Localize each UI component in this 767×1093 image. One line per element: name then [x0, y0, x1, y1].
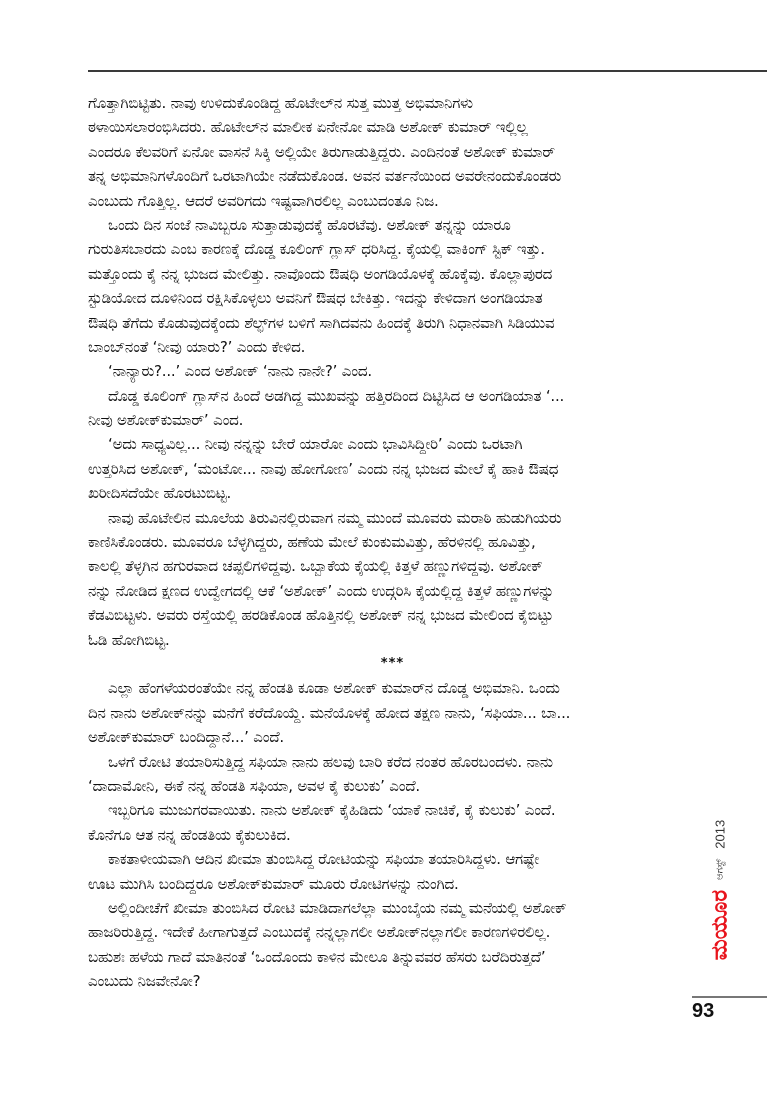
text-line: ಕೆಡವಿಬಿಟ್ಟಳು. ಅವರು ರಸ್ತೆಯಲ್ಲಿ ಹರಡಿಕೊಂಡ ಹೊತ್ತಿನಲ್ಲಿ ಅಶೋಕ್ ನನ್ನ ಭುಜದ ಮೇಲಿಂದ ಕೈಬಿಟ್ಟು	[88, 606, 554, 625]
issue-month: ಆಗಸ್ಟ್	[714, 858, 726, 881]
text-line: ಎಲ್ಲಾ ಹೆಂಗಳೆಯರಂತೆಯೇ ನನ್ನ ಹೆಂಡತಿ ಕೂಡಾ ಅಶೋಕ್ ಕುಮಾರ್‌ನ ದೊಡ್ಡ ಅಭಿಮಾನಿ. ಒಂದು	[108, 679, 560, 698]
text-line: ನೀವು ಅಶೋಕ್‌ಕುಮಾರ್’ ಎಂದ.	[88, 411, 244, 430]
text-line: ಎಂಬುದು ಗೊತ್ತಿಲ್ಲ. ಆದರೆ ಅವರಿಗದು ಇಷ್ಟವಾಗಿರಲಿಲ್ಲ ಎಂಬುದಂತೂ ನಿಜ.	[88, 191, 439, 210]
text-line: ಮತ್ತೊಂದು ಕೈ ನನ್ನ ಭುಜದ ಮೇಲಿತ್ತು. ನಾವೊಂದು ಔಷಧಿ ಅಂಗಡಿಯೊಳಕ್ಕೆ ಹೊಕ್ಕೆವು. ಕೊಲ್ಲಾಪುರದ	[88, 264, 553, 283]
text-line: ಗುರುತಿಸಬಾರದು ಎಂಬ ಕಾರಣಕ್ಕೆ ದೊಡ್ಡ ಕೂಲಿಂಗ್ ಗ್ಲಾಸ್ ಧರಿಸಿದ್ದ. ಕೈಯಲ್ಲಿ ವಾಕಿಂಗ್ ಸ್ಟಿಕ್ ಇತ್ತು.	[88, 240, 545, 259]
text-line: ಗೊತ್ತಾಗಿಬಿಟ್ಟಿತು. ನಾವು ಉಳಿದುಕೊಂಡಿದ್ದ ಹೊಟೇಲ್‌ನ ಸುತ್ತ ಮುತ್ತ ಅಭಿಮಾನಿಗಳು	[88, 94, 473, 112]
text-line: ‘ಅದು ಸಾಧ್ಯವಿಲ್ಲ... ನೀವು ನನ್ನನ್ನು ಬೇರೆ ಯಾರೋ ಎಂದು ಭಾವಿಸಿದ್ದೀರಿ’ ಎಂದು ಒರಟಾಗಿ	[108, 435, 523, 454]
text-line: ಕಾಣಿಸಿಕೊಂಡರು. ಮೂವರೂ ಬೆಳ್ಳಗಿದ್ದರು, ಹಣೆಯ ಮೇಲೆ ಕುಂಕುಮವಿತ್ತು, ಹೆರಳಿನಲ್ಲಿ ಹೂವಿತ್ತು,	[88, 533, 536, 552]
header-rule	[88, 70, 767, 72]
text-line: ಕೊನೆಗೂ ಆತ ನನ್ನ ಹೆಂಡತಿಯ ಕೈಕುಲುಕಿದ.	[88, 825, 291, 844]
text-line: ದೊಡ್ಡ ಕೂಲಿಂಗ್ ಗ್ಲಾಸ್‌ನ ಹಿಂದೆ ಅಡಗಿದ್ದ ಮುಖವನ್ನು ಹತ್ತಿರದಿಂದ ದಿಟ್ಟಿಸಿದ ಆ ಅಂಗಡಿಯಾತ ‘...	[108, 386, 565, 405]
issue-year: 2013	[712, 819, 728, 849]
masthead-rotated	[708, 820, 733, 960]
text-line: ಸ್ಟುಡಿಯೋದ ದೂಳಿನಿಂದ ರಕ್ಷಿಸಿಕೊಳ್ಳಲು ಅವನಿಗೆ ಔಷಧ ಬೇಕಿತ್ತು. ಇದನ್ನು ಕೇಳಿದಾಗ ಅಂಗಡಿಯಾತ	[88, 289, 543, 308]
margin-masthead-strip	[700, 790, 740, 990]
text-line: ಉತ್ತರಿಸಿದ ಅಶೋಕ್, ‘ಮಂಟೋ... ನಾವು ಹೋಗೋಣ’ ಎಂದು ನನ್ನ ಭುಜದ ಮೇಲೆ ಕೈ ಹಾಕಿ ಔಷಧ	[88, 459, 559, 478]
text-line: ಒಳಗೆ ರೋಟಿ ತಯಾರಿಸುತ್ತಿದ್ದ ಸಫಿಯಾ ನಾನು ಹಲವು ಬಾರಿ ಕರೆದ ನಂತರ ಹೊರಬಂದಳು. ನಾನು	[108, 752, 553, 771]
text-line: ಅಶೋಕ್‌ಕುಮಾರ್ ಬಂದಿದ್ದಾನೆ...’ ಎಂದೆ.	[88, 728, 285, 747]
page-number: 93	[692, 1000, 715, 1022]
footer-rule	[692, 996, 767, 998]
text-line: ಔಷಧಿ ತೆಗೆದು ಕೊಡುವುದಕ್ಕೆಂದು ಶೆಲ್ಫ್‌ಗಳ ಬಳಿಗೆ ಸಾಗಿದವನು ಹಿಂದಕ್ಕೆ ತಿರುಗಿ ನಿಧಾನವಾಗಿ ಸಿಡಿಯುವ	[88, 313, 555, 332]
article-body	[88, 91, 693, 993]
text-line: ಕಾಲಲ್ಲಿ ತೆಳ್ಳಗಿನ ಹಗುರವಾದ ಚಪ್ಪಲಿಗಳಿದ್ದವು. ಒಬ್ಬಾಕೆಯ ಕೈಯಲ್ಲಿ ಕಿತ್ತಳೆ ಹಣ್ಣುಗಳಿದ್ದವು. ಅಶೋಕ್	[88, 557, 543, 576]
text-line: ಹಾಜರಿರುತ್ತಿದ್ದ. ಇದೇಕೆ ಹೀಗಾಗುತ್ತದೆ ಎಂಬುದಕ್ಕೆ ನನ್ನಲ್ಲಾಗಲೀ ಅಶೋಕ್‌ನಲ್ಲಾಗಲೀ ಕಾರಣಗಳಿರಲಿಲ್ಲ.	[88, 923, 551, 942]
text-line: ಎಂಬುದು ನಿಜವೇನೋ?	[88, 972, 201, 991]
text-line: ಒಂದು ದಿನ ಸಂಜೆ ನಾವಿಬ್ಬರೂ ಸುತ್ತಾಡುವುದಕ್ಕೆ ಹೊರಟೆವು. ಅಶೋಕ್ ತನ್ನನ್ನು ಯಾರೂ	[108, 215, 511, 234]
text-line: ದಿನ ನಾನು ಅಶೋಕ್‌ನನ್ನು ಮನೆಗೆ ಕರೆದೊಯ್ದೆ. ಮನೆಯೊಳಕ್ಕೆ ಹೋದ ತಕ್ಷಣ ನಾನು, ‘ಸಫಿಯಾ... ಬಾ...	[88, 703, 571, 722]
text-line: ‘ದಾದಾಮೋನಿ, ಈಕೆ ನನ್ನ ಹೆಂಡತಿ ಸಫಿಯಾ, ಅವಳ ಕೈ ಕುಲುಕು’ ಎಂದೆ.	[88, 776, 421, 795]
text-line: ಎಂದರೂ ಕೆಲವರಿಗೆ ಏನೋ ವಾಸನೆ ಸಿಕ್ಕಿ ಅಲ್ಲಿಯೇ ತಿರುಗಾಡುತ್ತಿದ್ದರು. ಎಂದಿನಂತೆ ಅಶೋಕ್ ಕುಮಾರ್	[88, 142, 555, 161]
text-line: ಬಹುಶಃ ಹಳೆಯ ಗಾದೆ ಮಾತಿನಂತೆ ‘ಒಂದೊಂದು ಕಾಳಿನ ಮೇಲೂ ತಿನ್ನುವವರ ಹೆಸರು ಬರೆದಿರುತ್ತದೆ’	[88, 947, 546, 966]
section-separator: ***	[380, 655, 405, 671]
text-line: ಓಡಿ ಹೋಗಿಬಿಟ್ಟ.	[88, 630, 170, 649]
text-line: ಖರೀದಿಸದೆಯೇ ಹೊರಟುಬಿಟ್ಟ.	[88, 484, 232, 503]
text-line: ನಾವು ಹೊಟೇಲಿನ ಮೂಲೆಯ ತಿರುವಿನಲ್ಲಿರುವಾಗ ನಮ್ಮ ಮುಂದೆ ಮೂವರು ಮರಾಠಿ ಹುಡುಗಿಯರು	[108, 508, 562, 527]
text-line: ಕಾಕತಾಳೀಯವಾಗಿ ಆದಿನ ಖೀಮಾ ತುಂಬಿಸಿದ್ದ ರೋಟಿಯನ್ನು ಸಫಿಯಾ ತಯಾರಿಸಿದ್ದಳು. ಆಗಷ್ಟೇ	[108, 850, 539, 869]
magazine-masthead: ಮಯೂರ	[707, 890, 733, 961]
text-line: ಬಾಂಬ್‌ನಂತೆ ‘ನೀವು ಯಾರು?’ ಎಂದು ಕೇಳಿದ.	[88, 337, 306, 356]
text-line: ಠಳಾಯಿಸಲಾರಂಭಿಸಿದರು. ಹೊಟೇಲ್‌ನ ಮಾಲೀಕ ಏನೇನೋ ಮಾಡಿ ಅಶೋಕ್ ಕುಮಾರ್ ಇಲ್ಲಿಲ್ಲ	[88, 118, 528, 137]
text-line: ಊಟ ಮುಗಿಸಿ ಬಂದಿದ್ದರೂ ಅಶೋಕ್‌ಕುಮಾರ್ ಮೂರು ರೋಟಿಗಳನ್ನು ನುಂಗಿದ.	[88, 874, 459, 893]
text-line: ನನ್ನು ನೋಡಿದ ಕ್ಷಣದ ಉದ್ವೇಗದಲ್ಲಿ ಆಕೆ ‘ಅಶೋಕ್’ ಎಂದು ಉದ್ಗರಿಸಿ ಕೈಯಲ್ಲಿದ್ದ ಕಿತ್ತಳೆ ಹಣ್ಣುಗಳನ್ನು	[88, 581, 555, 600]
text-line: ‘ನಾನ್ಯಾರು?...’ ಎಂದ ಅಶೋಕ್ ‘ನಾನು ನಾನೇ?’ ಎಂದ.	[108, 362, 372, 381]
text-line: ತನ್ನ ಅಭಿಮಾನಿಗಳೊಂದಿಗೆ ಒರಟಾಗಿಯೇ ನಡೆದುಕೊಂಡ. ಅವನ ವರ್ತನೆಯಿಂದ ಅವರೇನಂದುಕೊಂಡರು	[88, 167, 562, 186]
text-line: ಇಬ್ಬರಿಗೂ ಮುಜುಗರವಾಯಿತು. ನಾನು ಅಶೋಕ್ ಕೈಹಿಡಿದು ‘ಯಾಕೆ ನಾಚಿಕೆ, ಕೈ ಕುಲುಕು’ ಎಂದೆ.	[108, 801, 556, 820]
text-line: ಅಲ್ಲಿಂದೀಚೆಗೆ ಖೀಮಾ ತುಂಬಿಸಿದ ರೋಟಿ ಮಾಡಿದಾಗಲೆಲ್ಲಾ ಮುಂಬೈಯ ನಮ್ಮ ಮನೆಯಲ್ಲಿ ಅಶೋಕ್	[108, 898, 567, 917]
